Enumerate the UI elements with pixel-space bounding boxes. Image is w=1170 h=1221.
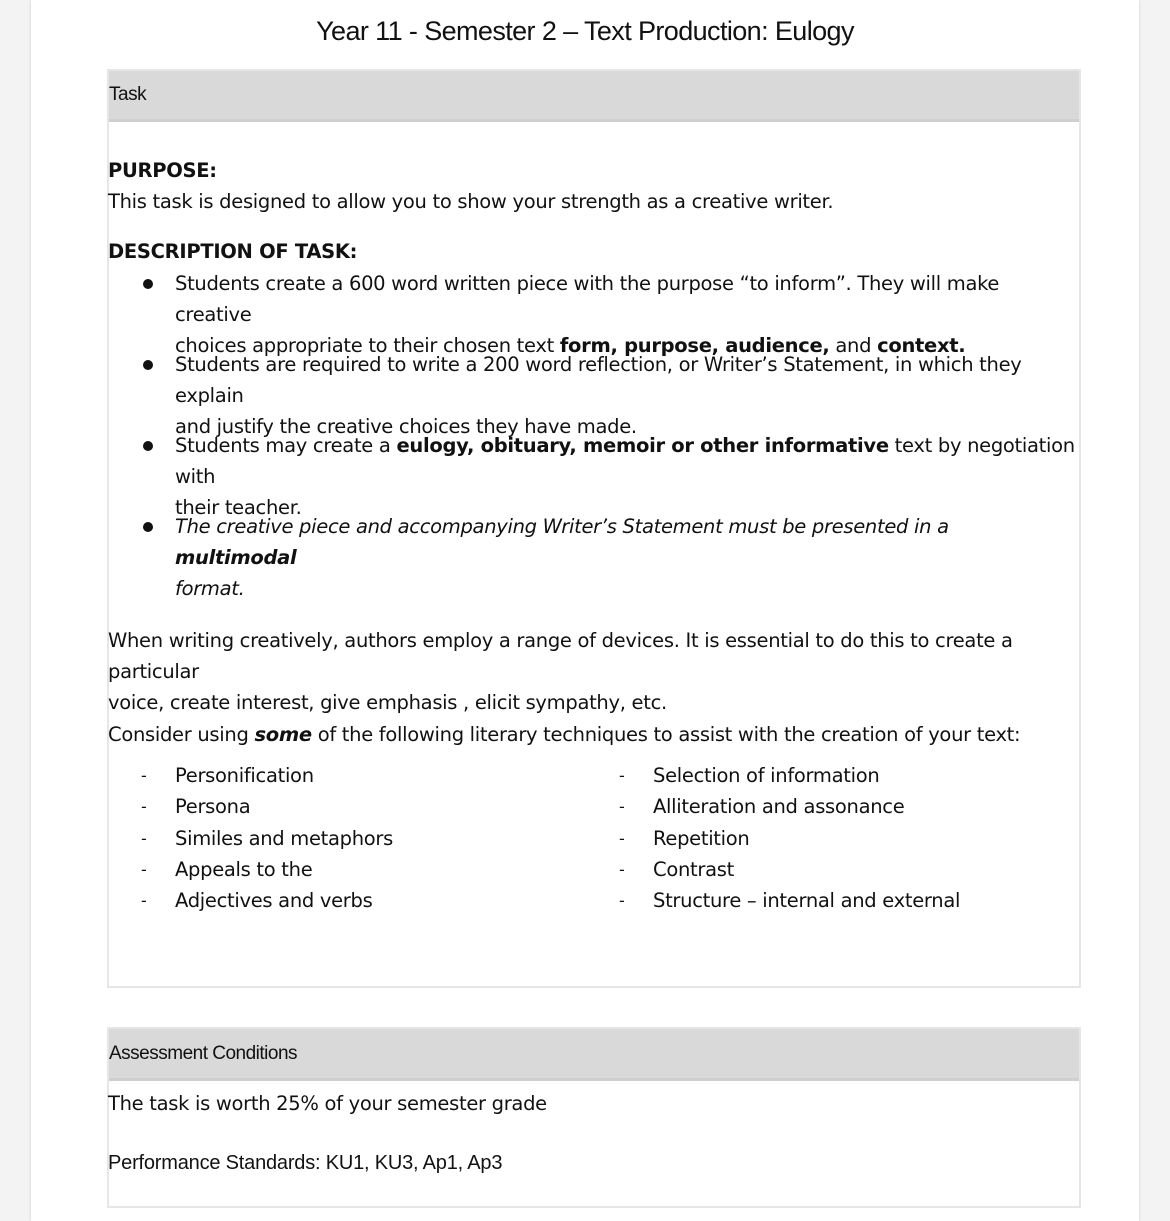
bullet-3-line-2: their teacher. [175,496,302,519]
bullet-3 [175,430,1075,523]
bullet-2-line-2: and justify the creative choices they have made. [175,415,637,438]
bullet-1 [175,268,1075,361]
dash-marker: - [141,891,147,910]
technique-item: Structure – internal and external [653,889,961,912]
dash-marker: - [619,891,625,910]
bullet-4 [175,511,1075,604]
consider-emphasis: some [254,723,312,746]
technique-item: Similes and metaphors [175,827,393,850]
bullet-3-text-suffix: text by negotiation with [175,434,1075,488]
dash-marker: - [619,797,625,816]
bullet-dot [143,522,153,532]
bullet-3-bold-types: eulogy, obituary, memoir or other informative [396,434,889,457]
dash-marker: - [141,797,147,816]
devices-line-1: When writing creatively, authors employ a range of devices. It is essential to do this to create a particular [108,629,1013,683]
bullet-3-text: Students may create a [175,434,397,457]
bullet-1-text: choices appropriate to their chosen text [175,334,560,357]
task-header-label: Task [109,84,147,105]
technique-item: Contrast [653,858,734,881]
purpose-text: This task is designed to allow you to show your strength as a creative writer. [108,190,834,213]
purpose-heading: PURPOSE: [108,159,217,182]
task-table-header [109,71,1079,122]
technique-item: Repetition [653,827,750,850]
technique-item: Persona [175,795,251,818]
consider-text: Consider using [108,723,255,746]
bullet-1-bold-context: context. [877,334,966,357]
bullet-4-bold-multimodal: multimodal [175,546,297,569]
devices-line-2: voice, create interest, give emphasis , elicit sympathy, etc. [108,691,667,714]
bullet-3-line-1 [175,430,1075,492]
dash-marker: - [141,860,147,879]
assessment-conditions-header [109,1029,1079,1081]
technique-item: Adjectives and verbs [175,889,373,912]
dash-marker: - [619,860,625,879]
task-worth: The task is worth 25% of your semester grade [108,1092,547,1115]
bullet-1-line-1: Students create a 600 word written piece with the purpose “to inform”. They will make creative [175,272,1000,326]
bullet-4-line-2: format. [175,577,245,600]
bullet-1-text-and: and [829,334,878,357]
dash-marker: - [141,766,147,785]
bullet-dot [143,279,153,289]
document-page [31,0,1139,1221]
bullet-4-line-1 [175,511,1075,573]
devices-paragraph [108,625,1078,718]
bullet-dot [143,360,153,370]
bullet-1-bold-terms: form, purpose, audience, [559,334,830,357]
technique-item: Selection of information [653,764,880,787]
performance-standards: Performance Standards: KU1, KU3, Ap1, Ap3 [108,1152,503,1174]
bullet-2 [175,349,1075,442]
technique-item: Alliteration and assonance [653,795,905,818]
dash-marker: - [619,829,625,848]
technique-item: Appeals to the [175,858,313,881]
assessment-conditions-label: Assessment Conditions [109,1042,298,1064]
consider-text-suffix: of the following literary techniques to assist with the creation of your text: [311,723,1021,746]
consider-line [108,719,1078,750]
description-heading: DESCRIPTION OF TASK: [108,240,358,263]
dash-marker: - [141,829,147,848]
bullet-dot [143,441,153,451]
bullet-4-text: The creative piece and accompanying Writer’s Statement must be presented in a [175,515,949,538]
document-title: Year 11 - Semester 2 – Text Production: Eulogy [316,16,854,46]
dash-marker: - [619,766,625,785]
bullet-2-line-1: Students are required to write a 200 word reflection, or Writer’s Statement, in which they explain [175,353,1022,407]
technique-item: Personification [175,764,314,787]
